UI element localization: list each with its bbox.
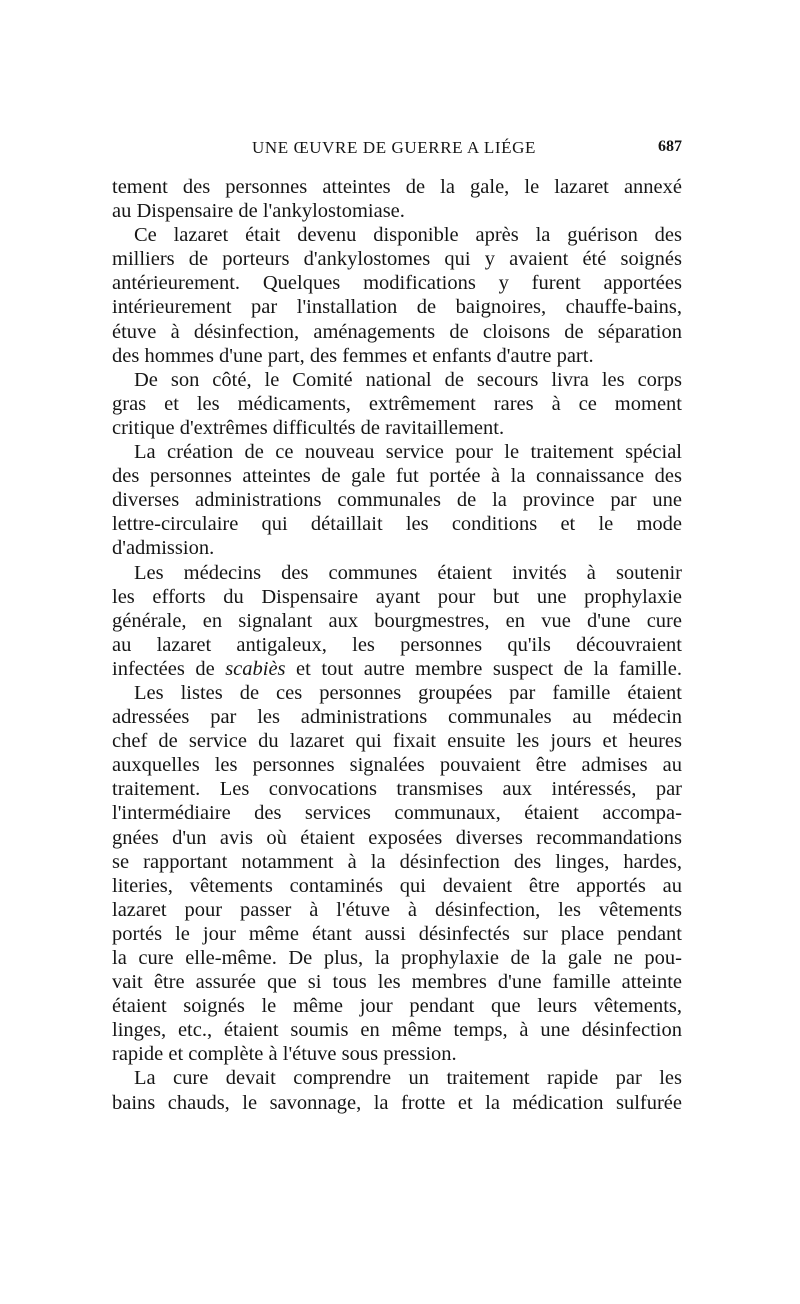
text-line: étuve à désinfection, aménagements de cloisons de séparation (112, 320, 682, 343)
text-line: Les listes de ces personnes groupées par famille étaient (134, 681, 682, 704)
text-line: la cure elle-même. De plus, la prophylaxie de la gale ne pou- (112, 947, 682, 969)
page-header (112, 138, 682, 164)
text-line: milliers de porteurs d'ankylostomes qui y avaient été soignés (112, 248, 682, 271)
text-line: La création de ce nouveau service pour le traitement spécial (134, 441, 682, 464)
text-line: étaient soignés le même jour pendant que leurs vêtements, (112, 995, 682, 1018)
text-line: portés le jour même étant aussi désinfectés sur place pendant (112, 922, 682, 945)
text-line: Ce lazaret était devenu disponible après la guérison des (134, 224, 682, 247)
text-line: linges, etc., étaient soumis en même temps, à une désinfection (112, 1019, 682, 1042)
italic-term: scabiès (225, 657, 286, 680)
text-line: vait être assurée que si tous les membres d'une famille atteinte (112, 971, 682, 994)
text-line-with-italic (112, 657, 682, 681)
text-line: intérieurement par l'installation de baignoires, chauffe-bains, (112, 296, 682, 319)
text-segment: et tout autre membre suspect de la famille. (296, 657, 682, 680)
text-segment: infectées de (112, 657, 215, 680)
text-line: lettre-circulaire qui détaillait les conditions et le mode (112, 513, 682, 536)
page-number: 687 (658, 138, 682, 155)
text-line: Les médecins des communes étaient invités à soutenir (134, 561, 682, 584)
text-line: De son côté, le Comité national de secours livra les corps (134, 368, 682, 391)
text-line: antérieurement. Quelques modifications y furent apportées (112, 272, 682, 295)
text-line: tement des personnes atteintes de la gale, le lazaret annexé (112, 176, 682, 198)
text-line: se rapportant notamment à la désinfection des linges, hardes, (112, 850, 682, 873)
text-line: literies, vêtements contaminés qui devaient être apportés au (112, 874, 682, 897)
text-line: gras et les médicaments, extrêmement rares à ce moment (112, 392, 682, 415)
text-line: au Dispensaire de l'ankylostomiase. (112, 200, 405, 223)
text-line: critique d'extrêmes difficultés de ravitaillement. (112, 416, 505, 439)
text-line: des personnes atteintes de gale fut portée à la connaissance des (112, 465, 682, 488)
text-line: lazaret pour passer à l'étuve à désinfection, les vêtements (112, 898, 682, 921)
text-line: rapide et complète à l'étuve sous pression. (112, 1043, 457, 1066)
text-line: l'intermédiaire des services communaux, étaient accompa- (112, 802, 682, 825)
text-line: d'admission. (112, 537, 215, 560)
text-line: chef de service du lazaret qui fixait ensuite les jours et heures (112, 730, 682, 753)
text-line: traitement. Les convocations transmises aux intéressés, par (112, 778, 682, 801)
text-line: au lazaret antigaleux, les personnes qu'ils découvraient (112, 633, 682, 656)
text-line: auxquelles les personnes signalées pouvaient être admises au (112, 754, 682, 777)
text-line: diverses administrations communales de la province par une (112, 489, 682, 512)
text-line: générale, en signalant aux bourgmestres, en vue d'une cure (112, 609, 682, 632)
text-line: les efforts du Dispensaire ayant pour but une prophylaxie (112, 585, 682, 608)
text-line: bains chauds, le savonnage, la frotte et la médication sulfurée (112, 1091, 682, 1114)
body-text (112, 175, 682, 1115)
text-line: La cure devait comprendre un traitement rapide par les (134, 1067, 682, 1090)
text-line: des hommes d'une part, des femmes et enfants d'autre part. (112, 344, 594, 367)
running-title: UNE ŒUVRE DE GUERRE A LIÉGE (252, 138, 536, 157)
text-line: adressées par les administrations communales au médecin (112, 706, 682, 729)
text-line: gnées d'un avis où étaient exposées diverses recommandations (112, 826, 682, 849)
